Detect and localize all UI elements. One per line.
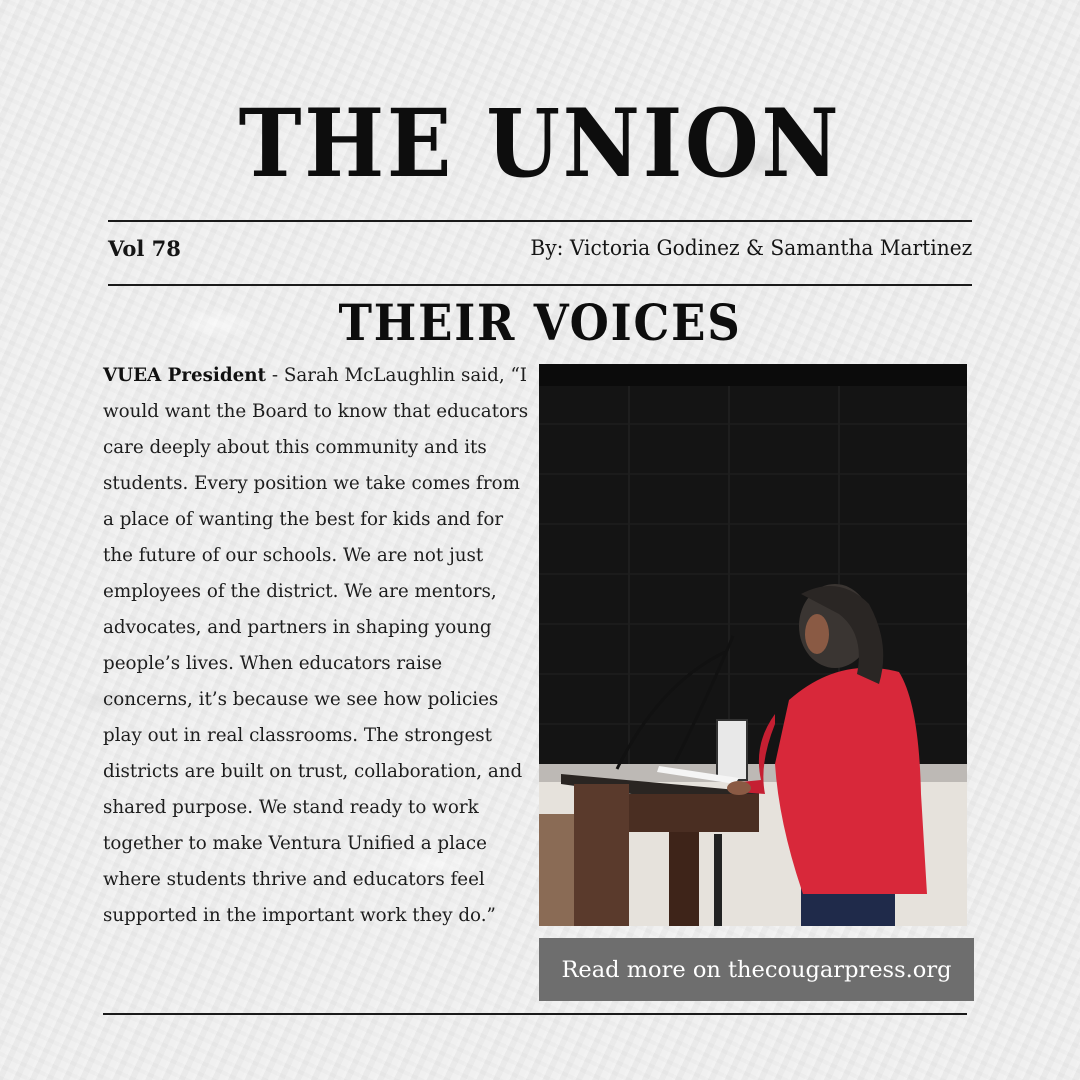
article-quote: - Sarah McLaughlin said, “I would want the Board to know that educators care deeply about this community and its students. Every position we take comes from a place of wanting the best for kids and for the future of our schools. We are not just employees of the district. We are mentors, advocates, and partners in shaping young people’s lives. When educators raise concerns, it’s because we see how policies play out in real classrooms. The strongest districts are built on trust, collaboration, and shared purpose. We stand ready to work together to make Ventura Unified a place where students thrive and educators feel supported in the important work they do.” xyxy=(103,365,529,926)
article-photo xyxy=(539,364,967,926)
article-lead: VUEA President xyxy=(103,365,267,386)
middle-divider xyxy=(108,284,972,286)
read-more-button[interactable]: Read more on thecougarpress.org xyxy=(539,938,974,1001)
masthead-title: THE UNION xyxy=(238,89,842,199)
volume-label: Vol 78 xyxy=(108,236,181,261)
article-body xyxy=(103,358,535,934)
bottom-divider xyxy=(103,1013,967,1015)
top-divider xyxy=(108,220,972,222)
byline: By: Victoria Godinez & Samantha Martinez xyxy=(530,236,972,260)
section-title: THEIR VOICES xyxy=(338,293,742,352)
